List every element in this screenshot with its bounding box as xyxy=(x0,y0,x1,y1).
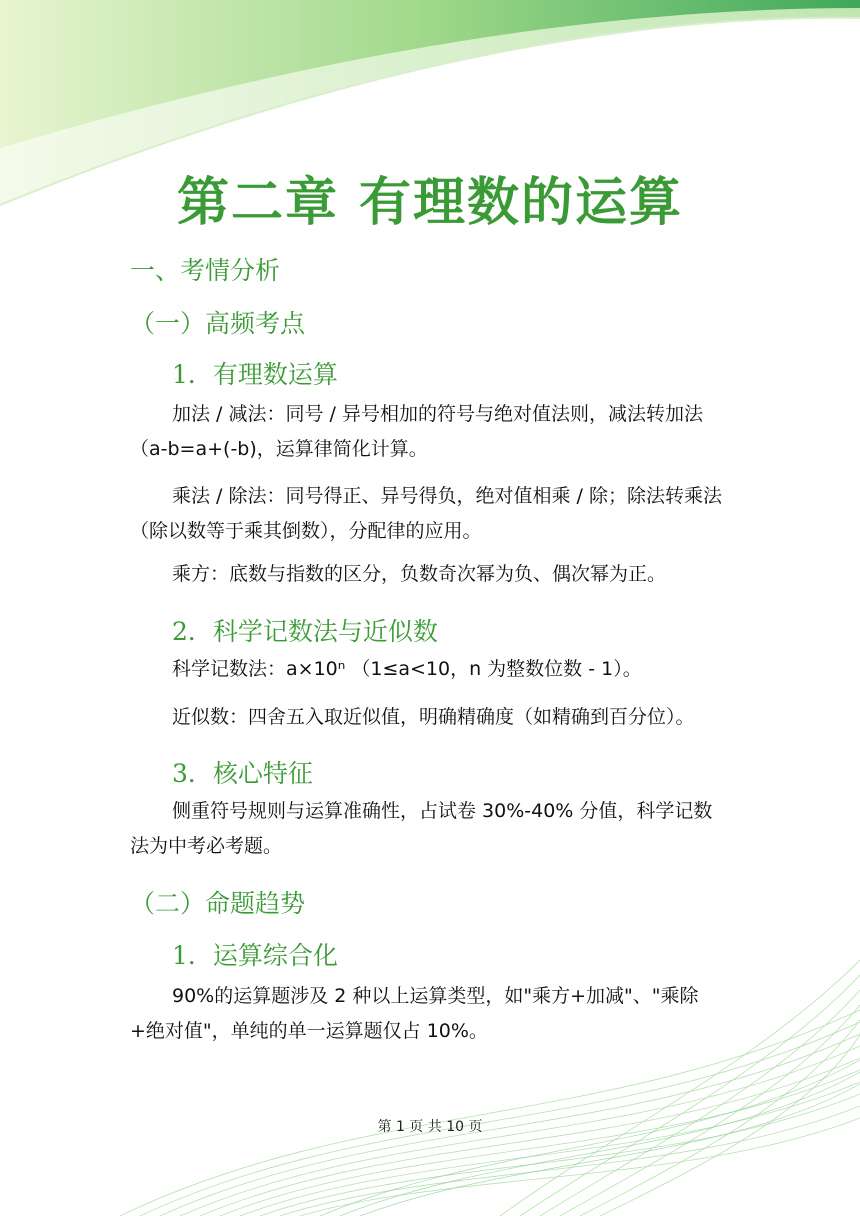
paragraph-multiplication-division: 乘法 / 除法：同号得正、异号得负，绝对值相乘 / 除；除法转乘法（除以数等于乘其倒数），分配律的应用。 xyxy=(130,485,722,542)
paragraph-core-features: 侧重符号规则与运算准确性，占试卷 30%-40% 分值，科学记数法为中考必考题。 xyxy=(130,800,713,857)
item-heading-core-features: 3．核心特征 xyxy=(172,759,313,788)
paragraph-approximation: 近似数：四舍五入取近似值，明确精确度（如精确到百分位）。 xyxy=(172,706,695,728)
subsection-heading-key-points: （一）高频考点 xyxy=(130,309,306,338)
page-footer: 第 1 页 共 10 页 xyxy=(377,1119,483,1135)
item-heading-scientific-notation: 2．科学记数法与近似数 xyxy=(172,617,438,646)
item-heading-integrated-operations: 1．运算综合化 xyxy=(172,941,338,970)
paragraph-scientific-notation: 科学记数法：a×10ⁿ （1≤a<10，n 为整数位数 - 1）。 xyxy=(172,658,642,680)
paragraph-exponentiation: 乘方：底数与指数的区分，负数奇次幂为负、偶次幂为正。 xyxy=(172,563,667,585)
section-heading-analysis: 一、考情分析 xyxy=(130,256,281,285)
item-heading-rational-operations: 1．有理数运算 xyxy=(172,360,338,389)
subsection-heading-trends: （二）命题趋势 xyxy=(130,889,306,918)
page-title: 第二章 有理数的运算 xyxy=(176,172,684,233)
paragraph-integrated-operations: 90%的运算题涉及 2 种以上运算类型，如"乘方+加减"、"乘除+绝对值"，单纯的单一运算题仅占 10%。 xyxy=(130,985,699,1042)
paragraph-addition-subtraction: 加法 / 减法：同号 / 异号相加的符号与绝对值法则，减法转加法（a-b=a+(-b)，运算律简化计算。 xyxy=(130,403,703,460)
